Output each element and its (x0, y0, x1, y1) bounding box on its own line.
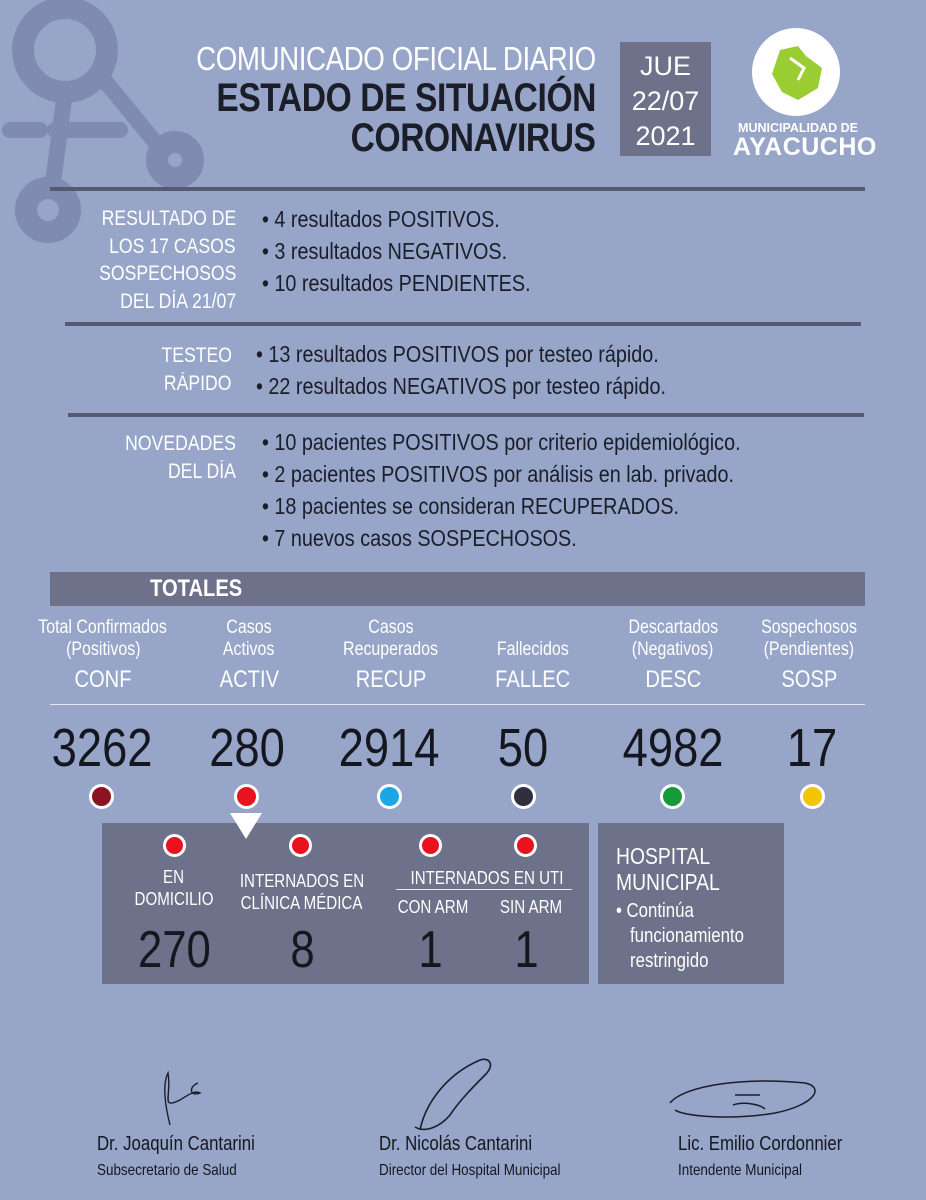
testeo-label: TESTEO RÁPIDO (161, 344, 232, 395)
list-item: • 10 pacientes POSITIVOS por criterio epidemiológico. (262, 429, 741, 455)
value-conf: 3262 (51, 718, 153, 778)
clinica-label: INTERNADOS EN CLÍNICA MÉDICA (239, 871, 365, 913)
logo-text-line1: MUNICIPALIDAD DE (738, 121, 858, 135)
uti-sin-dot (514, 834, 537, 857)
column-header-activ: Casos Activos ACTIV (219, 617, 279, 693)
list-item: • 18 pacientes se consideran RECUPERADOS. (262, 493, 680, 519)
header-line2: ESTADO DE SITUACIÓN (216, 76, 596, 120)
uti-con-value: 1 (418, 921, 443, 979)
novedades-list (262, 426, 818, 554)
list-item: • 10 resultados PENDIENTES. (262, 270, 531, 296)
date-box (620, 42, 711, 156)
uti-sin-label: SIN ARM (500, 897, 563, 917)
resultados-list (262, 203, 574, 299)
sosp-color-dot (800, 784, 825, 809)
logo-icon (752, 28, 840, 116)
pointer-triangle-icon (230, 813, 262, 839)
value-recup: 2914 (338, 718, 440, 778)
totales-bar: TOTALES (50, 572, 865, 606)
uti-title: INTERNADOS EN UTI (410, 868, 564, 888)
divider (65, 322, 861, 326)
list-item: • 7 nuevos casos SOSPECHOSOS. (262, 525, 577, 551)
divider (50, 704, 865, 705)
signature-2: Dr. Nicolás Cantarini Director del Hospital Municipal (379, 1133, 561, 1179)
header-line1: COMUNICADO OFICIAL DIARIO (196, 40, 596, 77)
municipality-logo (752, 28, 840, 116)
fallec-color-dot (511, 784, 536, 809)
clinica-dot (289, 834, 312, 857)
value-fallec: 50 (497, 718, 549, 778)
date-year: 2021 (635, 121, 696, 151)
hospital-panel (598, 823, 784, 984)
header-line3: CORONAVIRUS (351, 116, 596, 160)
conf-color-dot (89, 784, 114, 809)
column-header-desc: Descartados (Negativos) DESC (628, 617, 718, 693)
list-item: • 4 resultados POSITIVOS. (262, 206, 500, 232)
domicilio-value: 270 (137, 921, 211, 979)
column-header-sosp: Sospechosos (Pendientes) SOSP (761, 617, 857, 693)
date-day: JUE (639, 51, 691, 81)
column-header-fallec: Fallecidos FALLEC (495, 639, 571, 693)
value-activ: 280 (209, 718, 285, 778)
signature-3: Lic. Emilio Cordonnier Intendente Municipal (678, 1133, 843, 1179)
novedades-label: NOVEDADES DEL DÍA (125, 432, 236, 483)
signature-1: Dr. Joaquín Cantarini Subsecretario de Salud (97, 1133, 255, 1179)
value-desc: 4982 (622, 718, 724, 778)
activ-color-dot (234, 784, 259, 809)
list-item: • 3 resultados NEGATIVOS. (262, 238, 508, 264)
hospital-line: restringido (630, 950, 709, 972)
logo-text-line2: AYACUCHO (733, 133, 877, 161)
list-item: • 2 pacientes POSITIVOS por análisis en lab. privado. (262, 461, 735, 487)
column-header-recup: Casos Recuperados RECUP (343, 617, 439, 693)
uti-con-label: CON ARM (398, 897, 469, 917)
list-item: • 22 resultados NEGATIVOS por testeo rápido. (256, 373, 667, 399)
signature-scribble-3 (665, 1075, 825, 1130)
value-sosp: 17 (786, 718, 838, 778)
recup-color-dot (377, 784, 402, 809)
signature-scribble-1 (140, 1065, 220, 1135)
testeo-list (256, 338, 733, 402)
list-item: • 13 resultados POSITIVOS por testeo rápido. (256, 341, 659, 367)
domicilio-label: EN DOMICILIO (134, 867, 214, 909)
uti-divider (396, 889, 572, 890)
hospital-line: funcionamiento (630, 925, 744, 947)
hospital-title-line1: HOSPITAL (616, 843, 711, 869)
hospital-title-line2: MUNICIPAL (616, 869, 720, 895)
desc-color-dot (660, 784, 685, 809)
resultados-label: RESULTADO DE LOS 17 CASOS SOSPECHOSOS DEL DÍA 21/07 (98, 207, 236, 313)
uti-sin-value: 1 (514, 921, 539, 979)
uti-con-dot (419, 834, 442, 857)
signature-scribble-2 (405, 1055, 505, 1135)
divider (50, 187, 865, 191)
date-date: 22/07 (631, 86, 700, 116)
domicilio-dot (163, 834, 186, 857)
column-header-conf: Total Confirmados (Positivos) CONF (38, 617, 168, 693)
hospital-line: • Continúa (616, 900, 694, 922)
divider (68, 413, 864, 417)
clinica-value: 8 (289, 921, 315, 979)
